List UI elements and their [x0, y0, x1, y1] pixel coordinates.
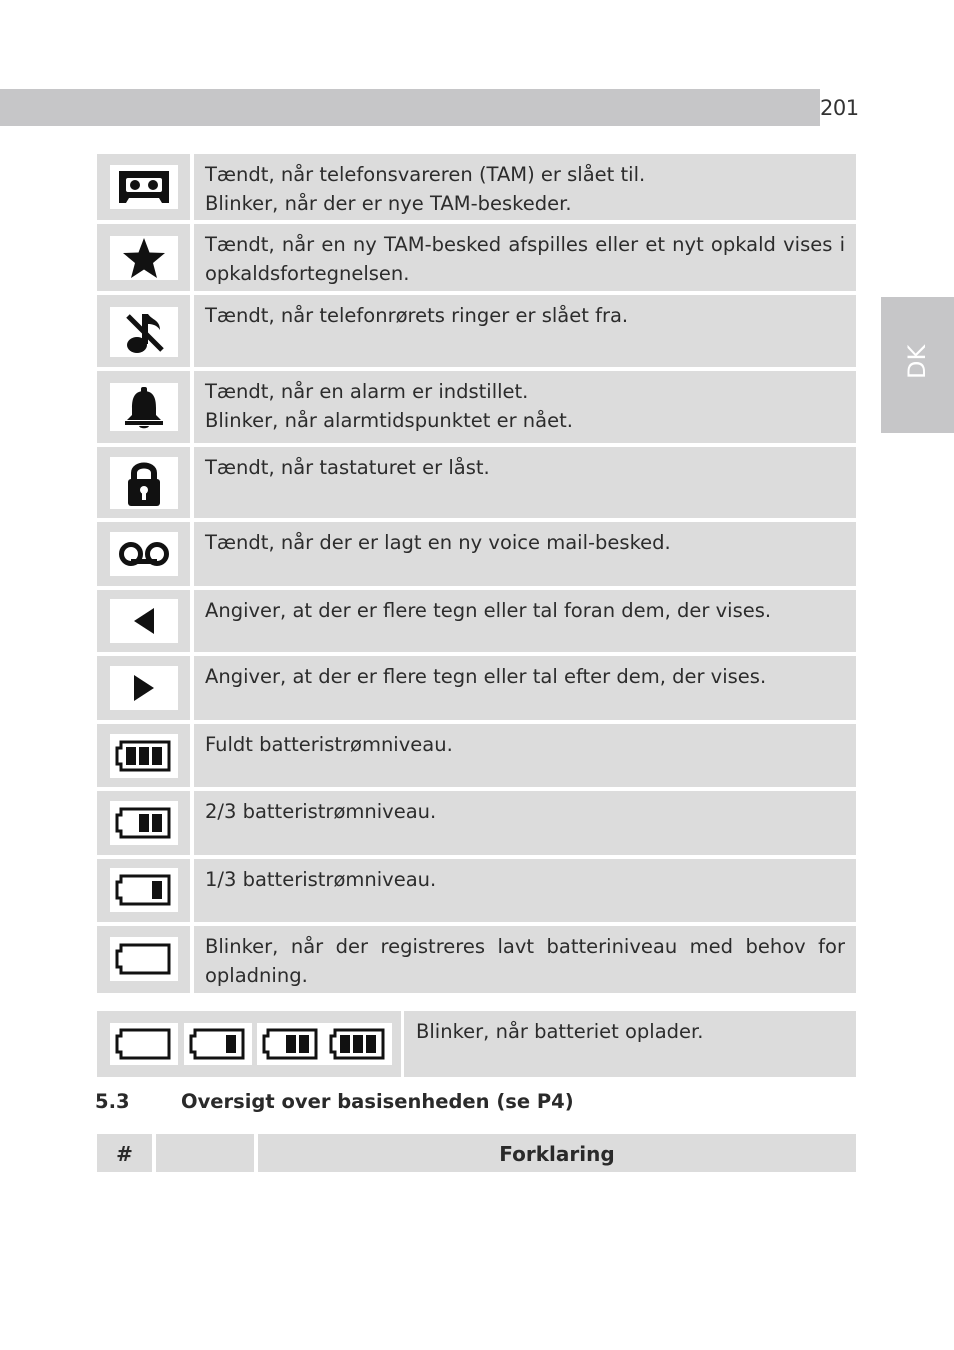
icon-cell: [97, 224, 190, 291]
description-cell: [194, 859, 856, 922]
description-cell: [194, 724, 856, 787]
icon-cell: [97, 859, 190, 922]
icon-cell: [97, 791, 190, 855]
table-header-explanation: Forklaring: [258, 1134, 856, 1172]
triangle-right-icon: [110, 666, 178, 710]
table-header-blank: [156, 1134, 254, 1172]
description-cell: [194, 447, 856, 518]
description-cell: [194, 371, 856, 443]
icon-row-alarm: [97, 371, 856, 443]
bell-alarm-icon: [110, 383, 178, 431]
icon-row-battery-empty: [97, 926, 856, 993]
icon-cell: [97, 724, 190, 787]
battery-one-third-icon: [110, 868, 178, 912]
icon-row-battery-full: [97, 724, 856, 787]
battery-two-thirds-icon: [110, 801, 178, 845]
battery-full-icon: [110, 734, 178, 778]
description-text: Tændt, når en ny TAM-besked afspilles eller et nyt opkald vises i opkaldsfortegnelsen.: [205, 233, 845, 285]
icon-cell: [97, 371, 190, 443]
icon-row-star: [97, 224, 856, 291]
cassette-tam-icon: [110, 165, 178, 209]
icon-cell: [97, 522, 190, 586]
icon-row-scroll-left: [97, 590, 856, 652]
table-header-number: #: [97, 1134, 152, 1172]
icon-cell: [97, 926, 190, 993]
icon-row-battery-two-thirds: [97, 791, 856, 855]
section-title: Oversigt over basisenheden (se P4): [181, 1090, 574, 1113]
description-cell: [194, 791, 856, 855]
voicemail-icon: [110, 532, 178, 576]
description-cell: [194, 590, 856, 652]
icon-cell: [97, 590, 190, 652]
page-number: 201: [820, 96, 859, 120]
description-text: 2/3 batteristrømniveau.: [205, 800, 437, 823]
triangle-left-icon: [110, 599, 178, 643]
icon-row-ringer-off: [97, 295, 856, 367]
description-line: Tændt, når en alarm er indstillet.: [205, 380, 529, 403]
icon-row-keypad-lock: [97, 447, 856, 518]
battery-empty-icon: [110, 937, 178, 981]
icon-row-battery-one-third: [97, 859, 856, 922]
language-tab-label: DK: [903, 344, 931, 379]
battery-one-third-icon: [184, 1023, 252, 1065]
description-cell: [194, 224, 856, 291]
description-line: Blinker, når alarmtidspunktet er nået.: [205, 408, 573, 432]
icon-cell: [97, 154, 190, 220]
section-number: 5.3: [95, 1090, 130, 1113]
icon-row-tam: [97, 154, 856, 220]
description-cell: [194, 926, 856, 993]
description-text: Tændt, når tastaturet er låst.: [205, 456, 490, 479]
description-text: Tændt, når der er lagt en ny voice mail-besked.: [205, 531, 671, 554]
description-line: Tændt, når telefonsvareren (TAM) er slået til.: [205, 163, 646, 186]
description-text: 1/3 batteristrømniveau.: [205, 868, 437, 891]
description-cell: [194, 295, 856, 367]
description-cell: [404, 1011, 856, 1077]
description-cell: [194, 154, 856, 220]
description-text: Angiver, at der er flere tegn eller tal efter dem, der vises.: [205, 665, 767, 688]
description-line: Blinker, når der er nye TAM-beskeder.: [205, 191, 572, 215]
description-text: Blinker, når der registreres lavt batteriniveau med behov for opladning.: [205, 935, 845, 987]
icon-row-scroll-right: [97, 656, 856, 720]
icon-cell: [97, 656, 190, 720]
icon-row-voicemail: [97, 522, 856, 586]
icon-cell: [97, 295, 190, 367]
language-tab: [881, 297, 954, 433]
battery-two-thirds-icon: [257, 1023, 325, 1065]
description-text: Blinker, når batteriet oplader.: [416, 1020, 704, 1043]
description-cell: [194, 656, 856, 720]
header-bar: [0, 89, 820, 126]
padlock-icon: [110, 457, 178, 509]
ringer-off-icon: [110, 307, 178, 357]
battery-full-icon: [324, 1023, 392, 1065]
charging-icons-cell: [97, 1011, 401, 1077]
description-text: Tændt, når telefonrørets ringer er slået fra.: [205, 304, 629, 327]
description-text: Fuldt batteristrømniveau.: [205, 733, 453, 756]
battery-empty-icon: [110, 1023, 178, 1065]
description-cell: [194, 522, 856, 586]
star-icon: [110, 236, 178, 280]
description-text: Angiver, at der er flere tegn eller tal foran dem, der vises.: [205, 599, 772, 622]
icon-cell: [97, 447, 190, 518]
icon-row-charging: [97, 1011, 856, 1077]
